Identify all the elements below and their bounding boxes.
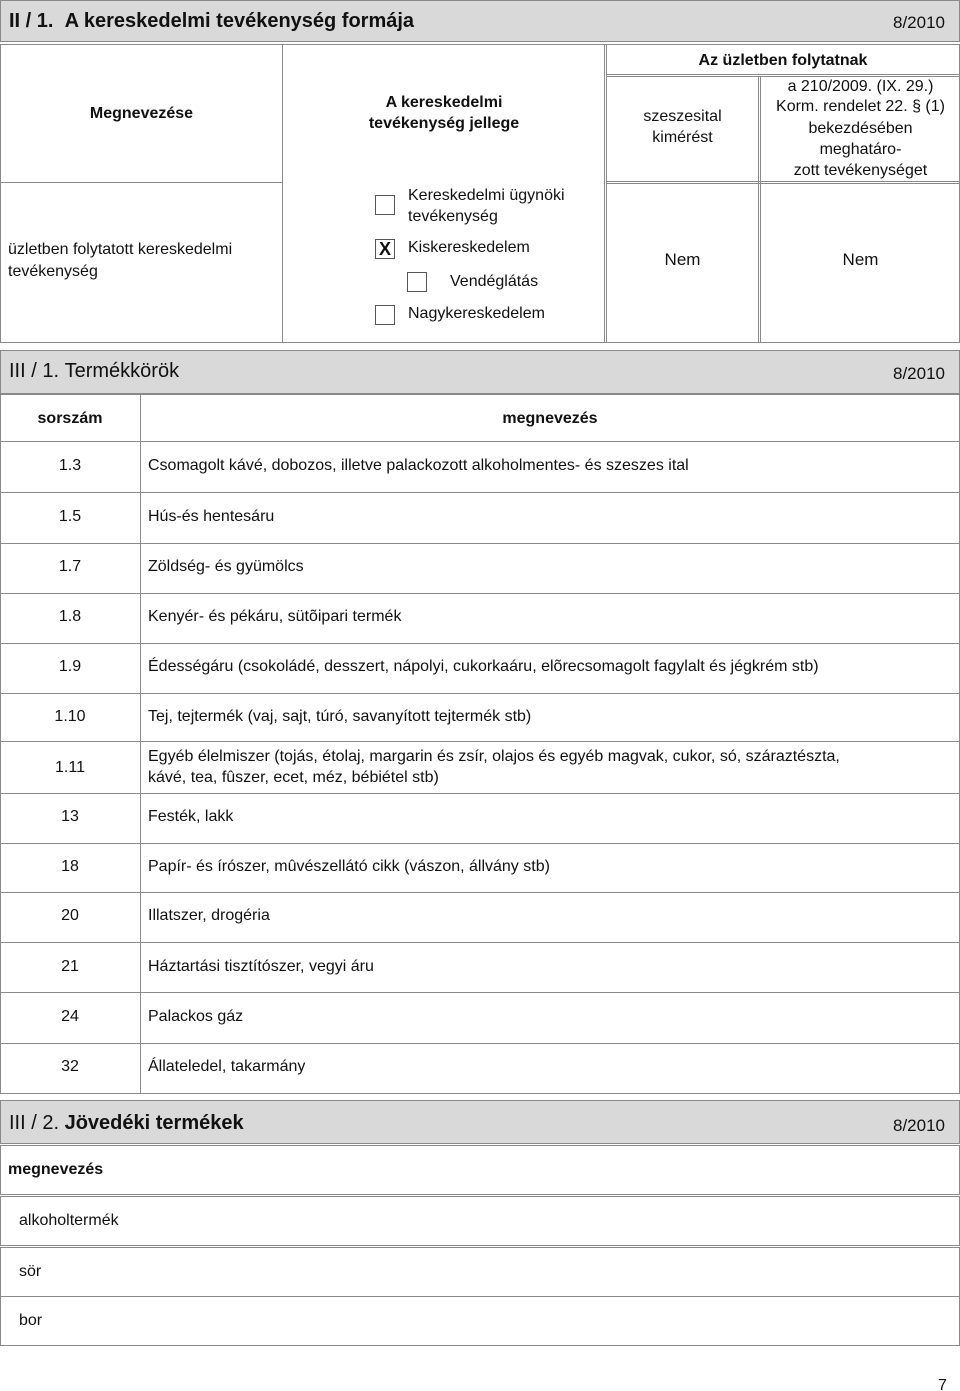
- table-row: [0, 793, 960, 843]
- header-folytatnak: Az üzletben folytatnak: [698, 52, 868, 69]
- row-number: 1.3: [58, 457, 82, 474]
- table-row: [0, 693, 960, 743]
- row-number: 21: [61, 958, 79, 975]
- list-item: [0, 1247, 960, 1297]
- table-row: [0, 442, 960, 492]
- row-number: 24: [61, 1008, 79, 1025]
- row-number: 1.7: [58, 558, 82, 575]
- row-name-line-2: kávé, tea, fûszer, ecet, méz, bébiétel stb): [148, 769, 439, 786]
- header-megnevezese: Megnevezése: [89, 105, 194, 122]
- row-name: Festék, lakk: [148, 808, 234, 825]
- page-number: 7: [938, 1377, 947, 1391]
- section-header-jovedeki: [0, 1100, 960, 1144]
- option-kiskereskedelem-label: Kiskereskedelem: [408, 239, 530, 256]
- row-label-1: üzletben folytatott kereskedelmi: [8, 241, 233, 258]
- forma-col-divider: [604, 44, 607, 343]
- jovedeki-header: [0, 1145, 960, 1195]
- header-rendelet-5: zott tevékenységet: [793, 162, 928, 179]
- row-name: Állateledel, takarmány: [148, 1058, 306, 1075]
- section-year: 8/2010: [893, 1116, 945, 1135]
- checkbox-kiskereskedelem[interactable]: X: [375, 239, 395, 259]
- table-row: [0, 843, 960, 893]
- rendelet-value: Nem: [842, 250, 879, 269]
- section-number: II / 1.: [9, 10, 54, 32]
- item-alkoholtermek: alkoholtermék: [19, 1212, 119, 1229]
- option-ugynoki-label-2: tevékenység: [408, 208, 498, 225]
- row-number: 1.11: [55, 759, 85, 776]
- row-number: 1.5: [58, 508, 82, 525]
- row-label-2: tevékenység: [8, 263, 98, 280]
- row-number: 32: [61, 1058, 79, 1075]
- row-number: 18: [61, 858, 79, 875]
- section-title: Termékkörök: [64, 360, 180, 382]
- table-row: [0, 543, 960, 593]
- forma-col-divider: [282, 44, 283, 343]
- row-name: Csomagolt kávé, dobozos, illetve palackozott alkoholmentes- és szeszes ital: [148, 457, 689, 474]
- list-item: [0, 1196, 960, 1246]
- section-title: Jövedéki termékek: [64, 1112, 244, 1134]
- row-name: Palackos gáz: [148, 1008, 244, 1025]
- col-sorszam: sorszám: [37, 410, 103, 427]
- row-name: Papír- és írószer, mûvészellátó cikk (vászon, állvány stb): [148, 858, 550, 875]
- row-number: 1.10: [54, 708, 86, 725]
- row-name: Illatszer, drogéria: [148, 907, 270, 924]
- row-name: Zöldség- és gyümölcs: [148, 558, 304, 575]
- checkbox-nagykereskedelem[interactable]: [375, 305, 395, 325]
- szeszesital-value: Nem: [664, 250, 701, 269]
- row-name: Tej, tejtermék (vaj, sajt, túró, savanyított tejtermék stb): [148, 708, 532, 725]
- header-rendelet-3: bekezdésében: [808, 120, 913, 137]
- list-item: [0, 1296, 960, 1346]
- section-number: III / 2.: [9, 1112, 60, 1134]
- option-nagykereskedelem-label: Nagykereskedelem: [408, 305, 545, 322]
- header-szeszesital-2: kimérést: [652, 129, 713, 146]
- section-year: 8/2010: [893, 364, 945, 383]
- col-megnevezes: megnevezés: [502, 410, 598, 427]
- header-jellege-2: tevékenység jellege: [368, 115, 520, 132]
- row-number: 13: [61, 808, 79, 825]
- table-row: [0, 643, 960, 693]
- header-rendelet-2: Korm. rendelet 22. § (1): [776, 98, 945, 115]
- section-title: A kereskedelmi tevékenység formája: [64, 10, 415, 32]
- item-sor: sör: [19, 1263, 42, 1280]
- table-row: [0, 993, 960, 1043]
- col-megnevezes: megnevezés: [8, 1161, 104, 1178]
- row-number: 1.8: [58, 608, 82, 625]
- header-jellege-1: A kereskedelmi: [385, 94, 503, 111]
- table-row: [0, 892, 960, 942]
- row-name: Kenyér- és pékáru, sütõipari termék: [148, 608, 402, 625]
- table-row: [0, 943, 960, 993]
- forma-header-divider: [0, 182, 283, 183]
- row-name: Hús-és hentesáru: [148, 508, 275, 525]
- option-ugynoki-label-1: Kereskedelmi ügynöki: [408, 187, 565, 204]
- table-row: [0, 493, 960, 543]
- section-number: III / 1.: [9, 360, 60, 382]
- table-row: [0, 593, 960, 643]
- forma-header-divider: [606, 181, 960, 184]
- row-name: Háztartási tisztítószer, vegyi áru: [148, 958, 374, 975]
- item-bor: bor: [19, 1312, 43, 1329]
- header-rendelet-4: meghatáro-: [819, 141, 902, 158]
- section-header-forma: [0, 0, 960, 42]
- row-name: Édességáru (csokoládé, desszert, nápolyi, cukorkaáru, elõrecsomagolt fagylalt és jégkrém stb): [148, 658, 819, 675]
- checkbox-ugynoki[interactable]: [375, 195, 395, 215]
- header-szeszesital-1: szeszesital: [643, 108, 722, 125]
- section-header-termekkorok: [0, 350, 960, 394]
- row-name-line-1: Egyéb élelmiszer (tojás, étolaj, margarin és zsír, olajos és egyéb magvak, cukor, só, száraztészta,: [148, 748, 840, 765]
- table-row: [0, 741, 960, 793]
- header-rendelet-1: a 210/2009. (IX. 29.): [787, 78, 934, 95]
- table-row: [0, 1043, 960, 1093]
- row-number: 20: [61, 907, 79, 924]
- row-number: 1.9: [58, 658, 82, 675]
- checkbox-vendeglatas[interactable]: [407, 272, 427, 292]
- section-year: 8/2010: [893, 13, 945, 32]
- option-vendeglatas-label: Vendéglátás: [450, 273, 539, 290]
